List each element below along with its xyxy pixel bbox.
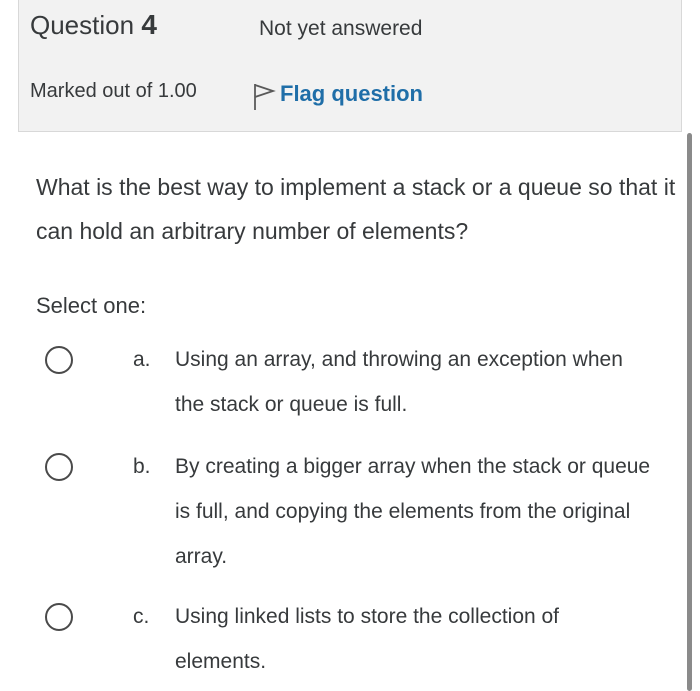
select-one-prompt: Select one: (36, 293, 147, 318)
question-title (30, 9, 157, 41)
question-grade: Marked out of 1.00 (30, 80, 197, 102)
radio-button-b[interactable] (45, 453, 73, 481)
question-text: What is the best way to implement a stack or a queue so that it can hold an arbitrary number of elements? (36, 174, 676, 244)
answer-letter-c: c. (133, 605, 150, 628)
answer-letter-b: b. (133, 455, 151, 478)
question-number: 4 (141, 9, 157, 40)
radio-button-a[interactable] (45, 346, 73, 374)
answer-text-b[interactable]: By creating a bigger array when the stack or queue is full, and copying the elements from the original array. (175, 455, 651, 568)
question-label: Question (30, 10, 135, 40)
radio-button-c[interactable] (45, 603, 73, 631)
scrollbar[interactable] (687, 133, 692, 691)
flag-question-label[interactable]: Flag question (280, 81, 423, 106)
answer-text-a[interactable]: Using an array, and throwing an exception when the stack or queue is full. (175, 348, 623, 416)
question-state: Not yet answered (259, 17, 423, 40)
answer-text-c[interactable]: Using linked lists to store the collection of elements. (175, 605, 560, 673)
question-info-panel (18, 0, 682, 132)
answer-letter-a: a. (133, 348, 151, 371)
flag-question-link[interactable] (252, 77, 423, 111)
flag-icon (252, 81, 276, 111)
